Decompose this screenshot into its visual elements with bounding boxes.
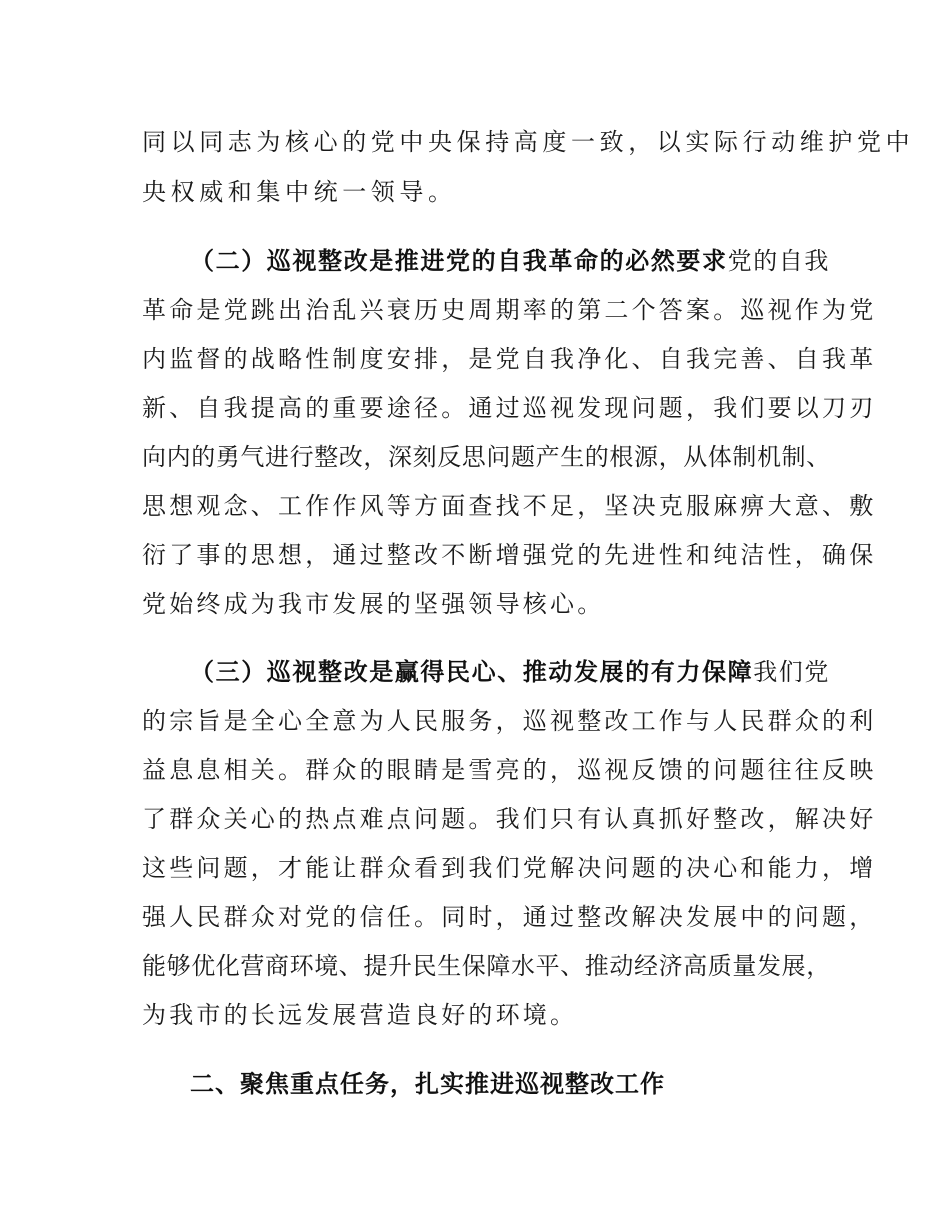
paragraph-2-line-6: 思想观念、工作作风等方面查找不足，坚决克服麻痹大意、敷 — [142, 492, 877, 520]
paragraph-1-line-1: 同以同志为核心的党中央保持高度一致，以实际行动维护党中 — [142, 128, 915, 156]
paragraph-1-line-2: 央权威和集中统一领导。 — [142, 178, 457, 206]
paragraph-2-bold-lead: （二）巡视整改是推进党的自我革命的必然要求 — [190, 247, 728, 275]
paragraph-2-line-7: 衍了事的思想，通过整改不断增强党的先进性和纯洁性，确保 — [142, 541, 877, 569]
paragraph-3-bold-lead: （三）巡视整改是赢得民心、推动发展的有力保障 — [190, 658, 754, 686]
paragraph-2-line-3: 内监督的战略性制度安排，是党自我净化、自我完善、自我革 — [142, 345, 877, 373]
paragraph-2-line-4: 新、自我提高的重要途径。通过巡视发现问题，我们要以刀刃 — [142, 394, 877, 422]
paragraph-2-line-8: 党始终成为我市发展的坚强领导核心。 — [142, 590, 605, 618]
paragraph-2-line-2: 革命是党跳出治乱兴衰历史周期率的第二个答案。巡视作为党 — [142, 296, 877, 324]
paragraph-3-line-5: 这些问题，才能让群众看到我们党解决问题的决心和能力，增 — [142, 854, 877, 882]
paragraph-3-line-8: 为我市的长远发展营造良好的环境。 — [142, 1001, 578, 1029]
paragraph-3-line-4: 了群众关心的热点难点问题。我们只有认真抓好整改，解决好 — [142, 805, 877, 833]
paragraph-3-line-3: 益息息相关。群众的眼睛是雪亮的，巡视反馈的问题往往反映 — [142, 756, 877, 784]
section-heading: 二、聚焦重点任务，扎实推进巡视整改工作 — [190, 1070, 665, 1098]
paragraph-2-first-line-rest: 党的自我 — [727, 247, 831, 275]
paragraph-3-first-line-rest: 我们党 — [753, 658, 831, 686]
paragraph-3-line-1 — [190, 656, 830, 688]
paragraph-3-line-6: 强人民群众对党的信任。同时，通过整改解决发展中的问题， — [142, 903, 877, 931]
paragraph-3-line-7: 能够优化营商环境、提升民生保障水平、推动经济高质量发展， — [142, 952, 831, 980]
paragraph-2-line-1 — [190, 245, 830, 277]
paragraph-3-line-2: 的宗旨是全心全意为人民服务，巡视整改工作与人民群众的利 — [142, 707, 877, 735]
paragraph-2-line-5: 向内的勇气进行整改，深刻反思问题产生的根源，从体制机制、 — [142, 443, 831, 471]
